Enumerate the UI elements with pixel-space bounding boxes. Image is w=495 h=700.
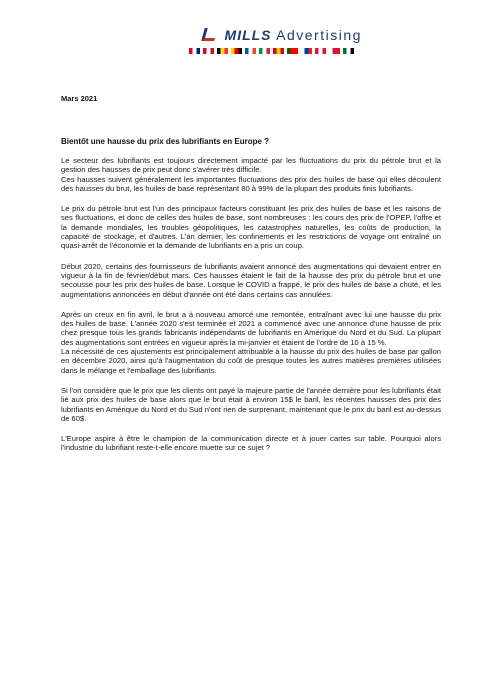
flag-icon (343, 48, 354, 54)
flag-icon (315, 48, 326, 54)
paragraph: Le prix du pétrole brut est l'un des principaux facteurs constituant les prix des huiles de base et les raisons de ses fluctuations, et donc de celles des huiles de base, sont nombreuses : les cours des prix de l'OPEP, l'offre et la demande mondiales, les troubles géopolitiques, les catastrophes naturelles, les coûts de production, la capacité de stockage, et d'autres. L'an dernier, les confinements et les restrictions de voyage ont entraîné un quasi-arrêt de l'économie et la demande de lubrifiants en a pris un coup. (61, 204, 441, 251)
paragraph: Ces hausses suivent généralement les importantes fluctuations des prix des huiles de base qui elles découlent des hausses du brut, les huiles de base représentant 80 à 99% de la plupart des produits finis lubrifiants. (61, 174, 441, 193)
paragraph: Début 2020, certains des fournisseurs de lubrifiants avaient annoncé des augmentations qui devaient entrer en vigueur à la fin de février/début mars. Ces hausses étaient le fait de la hausse des prix du pétrole brut et une secousse pour les prix des huiles de base. Lorsque le COVID a frappé, le prix des huiles de base a chuté, et les augmentations annoncées en début d'année ont été dans certains cas annulées. (61, 261, 441, 299)
paragraph: Le secteur des lubrifiants est toujours directement impacté par les fluctuations du prix du pétrole brut et la gestion des hausses de prix peut donc s'avérer très difficile. (61, 156, 441, 175)
flag-icon (259, 48, 270, 54)
document-date: Mars 2021 (61, 94, 98, 103)
document-title: Bientôt une hausse du prix des lubrifiants en Europe ? (61, 137, 270, 146)
logo-mark-icon (201, 28, 217, 41)
flag-icon (273, 48, 284, 54)
logo-brand: MILLS (224, 27, 272, 43)
paragraph: La nécessité de ces ajustements est principalement attribuable à la hausse du prix des huiles de base par gallon en décembre 2020, ainsi qu'à l'augmentation du coût de presque toutes les autres matières premières utilisées dans le mélange et l'emballage des lubrifiants. (61, 347, 441, 375)
paragraph: Après un creux en fin avril, le brut a à nouveau amorcé une remontée, entraînant avec lui une hausse du prix des huiles de base. L'année 2020 s'est terminée et 2021 a commencé avec une annonce d'une hausse de prix chez presque tous les grands fabricants indépendants de lubrifiants en Amérique du Nord et du Sud. La plupart des augmentations sont entrées en vigueur après la mi-janvier et étaient de l'ordre de 10 à 15 %. (61, 309, 441, 347)
flag-icon (189, 48, 200, 54)
flag-icon (329, 48, 340, 54)
logo-text (225, 27, 362, 43)
flag-icon (245, 48, 256, 54)
flag-icon (203, 48, 214, 54)
flag-icon (217, 48, 228, 54)
flag-icon (231, 48, 242, 54)
company-logo (0, 27, 495, 45)
paragraph: L'Europe aspire à être le champion de la communication directe et à jouer cartes sur table. Pourquoi alors l'industrie du lubrifiant reste-t-elle encore muette sur ce sujet ? (61, 434, 441, 453)
flag-icon (301, 48, 312, 54)
document-body (61, 156, 441, 464)
language-flags (189, 48, 354, 54)
logo-subtitle: Advertising (271, 27, 362, 43)
paragraph: Si l'on considère que le prix que les clients ont payé la majeure partie de l'année dernière pour les lubrifiants était lié aux prix des huiles de base alors que le brut était à environ 15$ le baril, les récentes hausses des prix des lubrifiants en Amérique du Nord et du Sud n'ont rien de surprenant, maintenant que le prix du baril est au-dessus de 60$. (61, 385, 441, 423)
flag-icon (287, 48, 298, 54)
